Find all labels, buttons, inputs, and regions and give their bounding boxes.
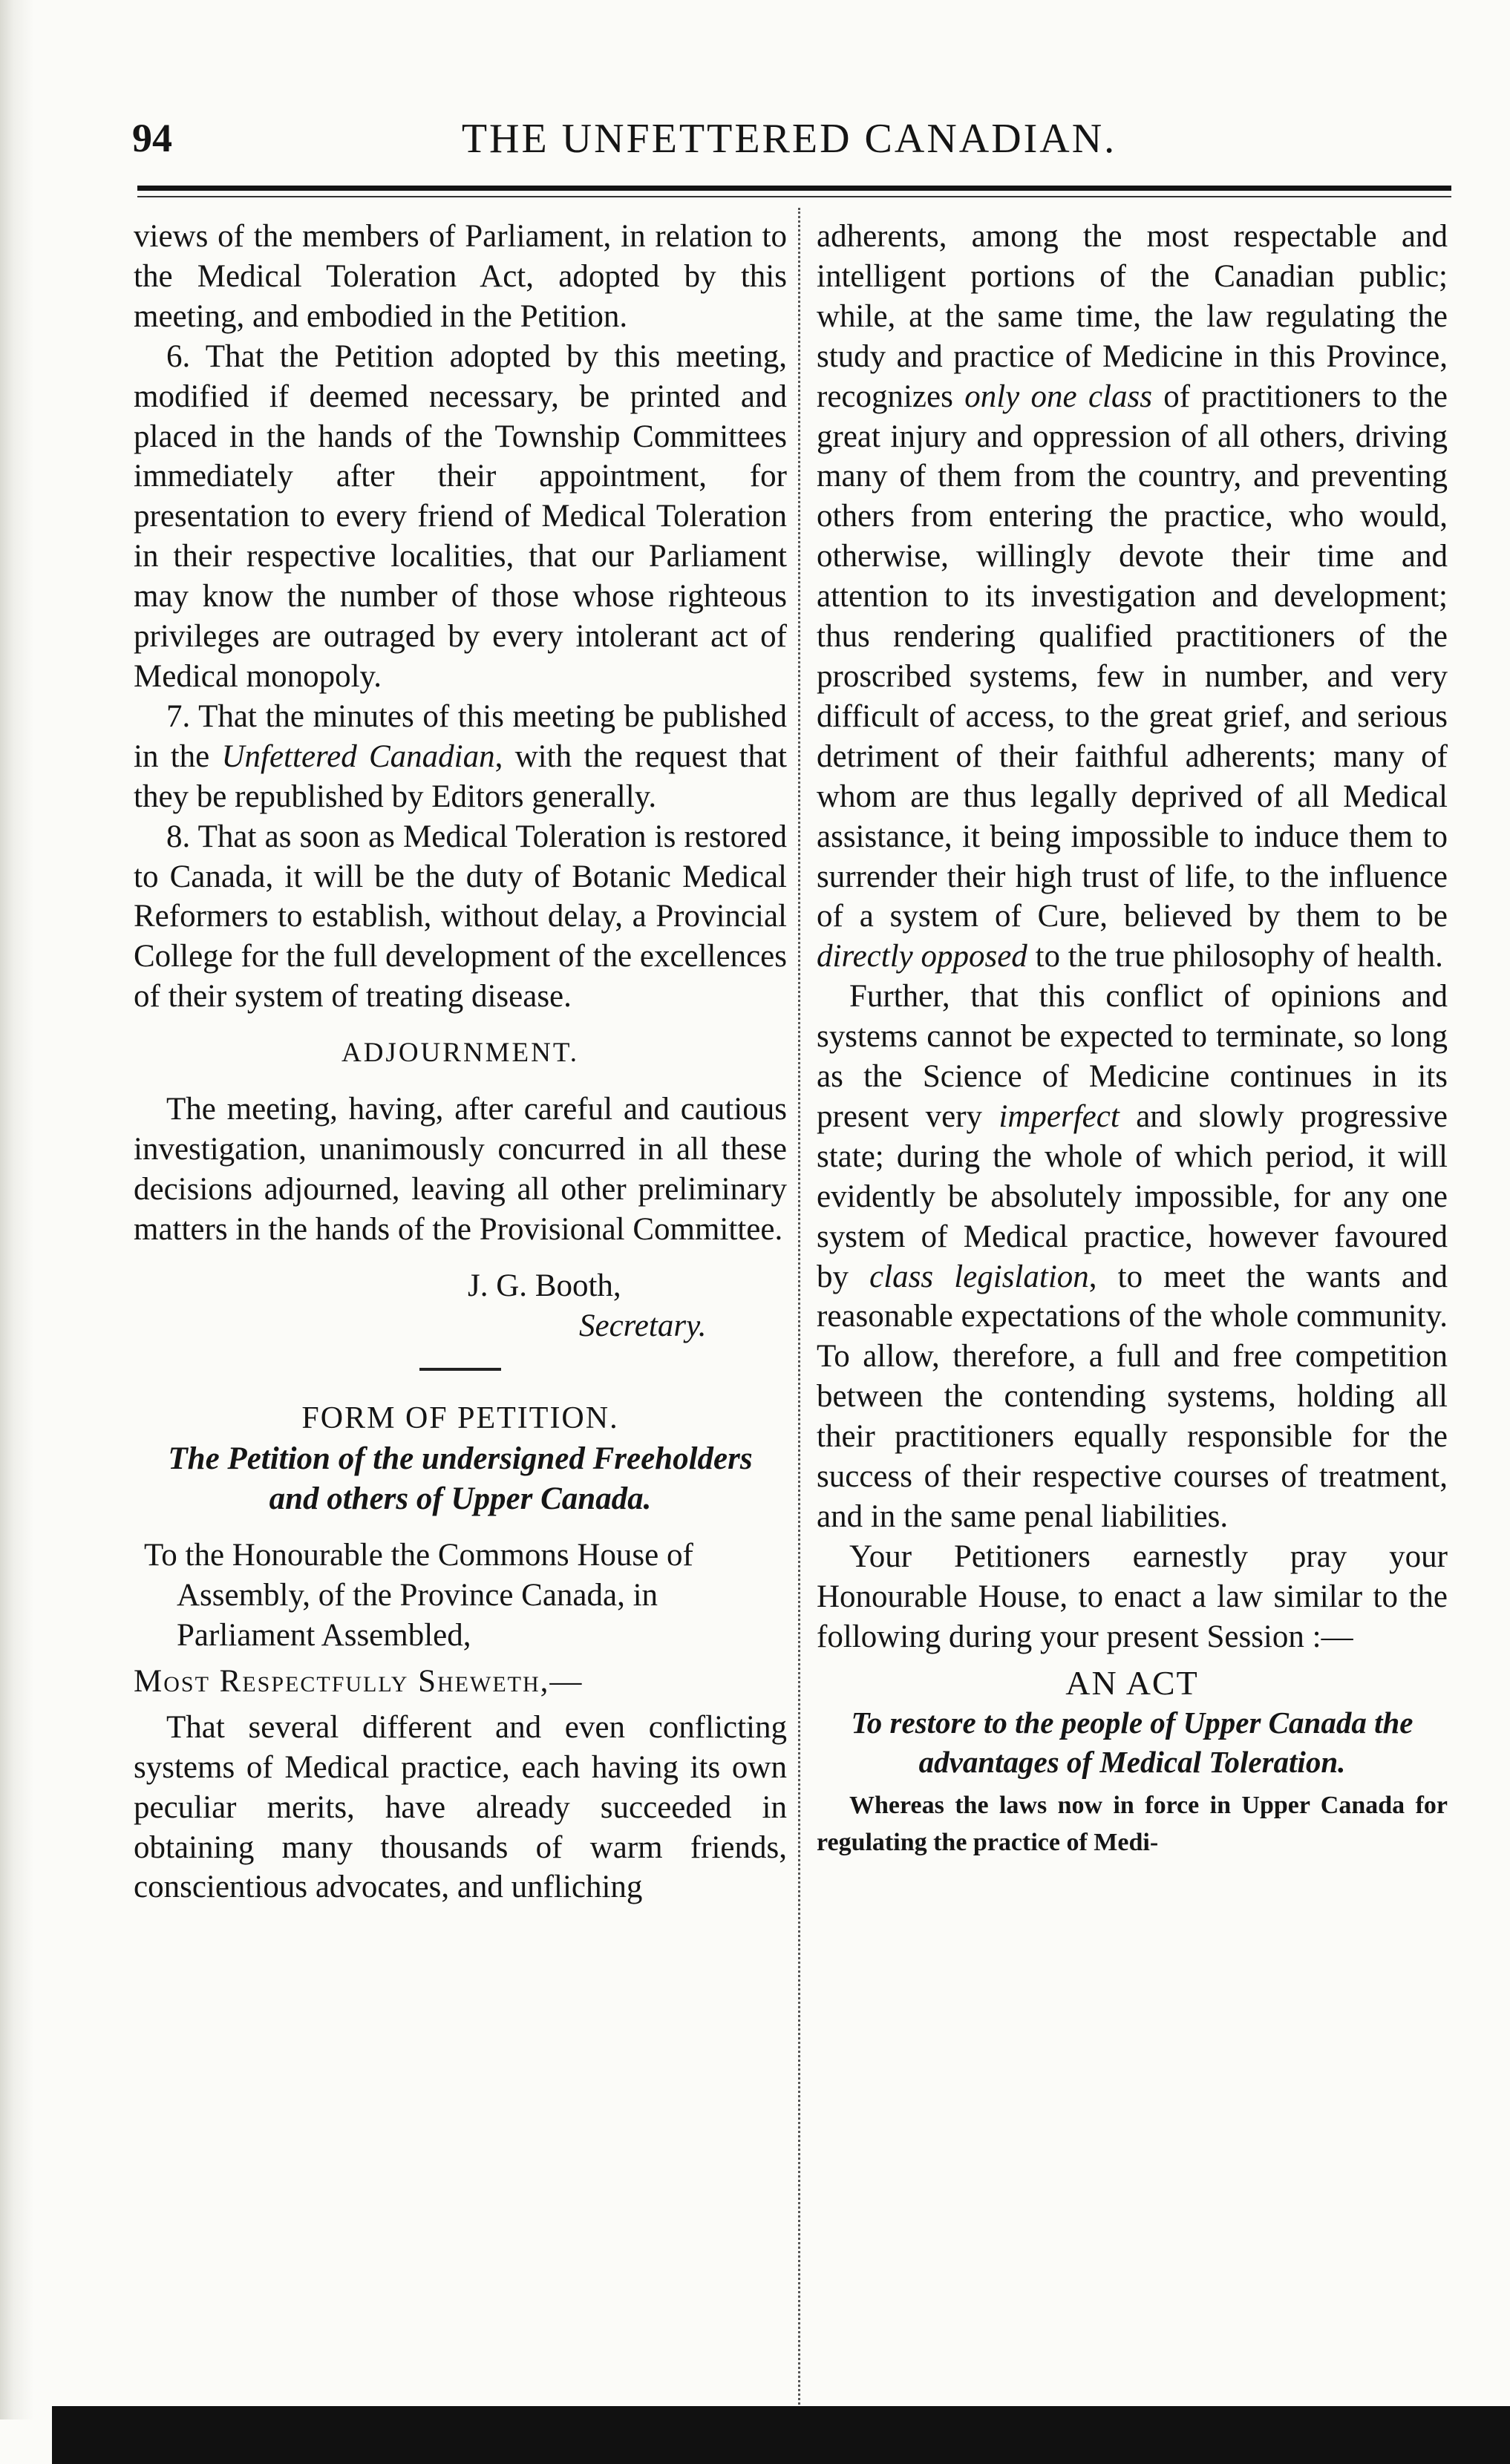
adjournment-heading: ADJOURNMENT.	[341, 1038, 579, 1069]
signature-name: J. G. Booth,	[468, 1268, 621, 1303]
page-number: 94	[132, 116, 172, 160]
paragraph: The meeting, having, after careful and cautious investigation, unanimously concurred in all these decisions adjourned, leaving all other preliminary matters in the hands of the Provisional Committee.	[134, 1092, 787, 1247]
emphasis: directly opposed	[817, 939, 1027, 974]
signature-title: Secretary.	[579, 1308, 707, 1343]
paragraph: That several different and even conflicting systems of Medical practice, each having its own peculiar merits, have already succeeded in obtaining many thousands of warm friends, conscientious advocates, and unfliching	[134, 1709, 787, 1905]
paragraph: 6. That the Petition adopted by this meeting, modified if deemed necessary, be printed and placed in the hands of the Township Committees immediately after their appointment, for presentation to every friend of Medical Toleration in their respective localities, that our Parliament may know the number of those whose righteous privileges are outraged by every intolerant act of Medical monopoly.	[134, 338, 787, 694]
text-run: to the true philosophy of health.	[1027, 939, 1443, 974]
text-run: Further, that this conflict of opinions and systems cannot be expected to terminate, so long as the Science of Medicine continues in its present very	[817, 979, 1448, 1134]
form-subtitle: The Petition of the undersigned Freeholders and others of Upper Canada.	[168, 1441, 753, 1517]
running-title: THE UNFETTERED CANADIAN.	[461, 116, 1117, 162]
whereas-clause: Whereas the laws now in force in Upper Canada for regulating the practice of Medi-	[817, 1792, 1448, 1857]
sheweth-line: Most Respectfully Sheweth,—	[134, 1663, 584, 1699]
section-rule	[419, 1368, 501, 1371]
page-edge-shadow	[0, 0, 34, 2464]
text-run: , with the request that they be republished by Editors generally.	[134, 738, 787, 814]
text-run: and slowly progressive state; during the whole of which period, it will evidently be absolutely impossible, for any one system of Medical practice, however favoured by	[817, 1098, 1448, 1294]
column-divider	[798, 208, 800, 2405]
page-bottom-edge	[52, 2406, 1510, 2464]
text-run: , to meet the wants and reasonable expectations of the whole community. To allow, therefore, a full and free competition between the contending systems, holding all their practitioners equally responsible for the success of their respective courses of treatment, and in the same penal liabilities.	[817, 1259, 1448, 1534]
act-heading: AN ACT	[1065, 1663, 1199, 1702]
form-heading: FORM OF PETITION.	[301, 1401, 619, 1436]
text-run: of practitioners to the great injury and oppression of all others, driving many of them from the country, and preventing others from entering the practice, who would, otherwise, willingly devote their time and attention to its investigation and development; thus rendering qualified practitioners of the proscribed systems, few in number, and very difficult of access, to the great grief, and serious detriment of their faithful adherents; many of whom are thus legally deprived of all Medical assistance, it being impossible to induce them to surrender their high trust of life, to the influence of a system of Cure, believed by them to be	[817, 379, 1448, 934]
paragraph: views of the members of Parliament, in relation to the Medical Toleration Act, adopted by this meeting, and embodied in the Petition.	[134, 219, 787, 334]
paragraph	[134, 697, 787, 817]
newspaper-name: Unfettered Canadian	[221, 738, 495, 774]
paragraph: Your Petitioners earnestly pray your Honourable House, to enact a law similar to the following during your present Session :—	[817, 1539, 1448, 1654]
right-column	[817, 217, 1448, 1861]
text-run: adherents, among the most respectable and intelligent portions of the Canadian public; while, at the same time, the law regulating the study and practice of Medicine in this Province, recognizes	[817, 219, 1448, 414]
emphasis: class legislation	[869, 1259, 1089, 1294]
paragraph	[817, 217, 1448, 977]
header-rule-thin	[137, 196, 1451, 197]
paragraph: 8. That as soon as Medical Toleration is restored to Canada, it will be the duty of Botanic Medical Reformers to establish, without delay, a Provincial College for the full development of the excellences of their system of treating disease.	[134, 819, 787, 1015]
address-block: To the Honourable the Commons House of Assembly, of the Province Canada, in Parliament Assembled,	[144, 1538, 693, 1653]
act-subtitle: To restore to the people of Upper Canada the advantages of Medical Toleration.	[851, 1705, 1413, 1780]
header-rule	[137, 186, 1451, 191]
paragraph	[817, 977, 1448, 1537]
emphasis: only one class	[964, 379, 1152, 414]
left-column	[134, 217, 787, 1907]
page-header	[132, 115, 1446, 167]
text-run: 7. That the minutes of this meeting be published in the	[134, 698, 787, 774]
emphasis: imperfect	[999, 1098, 1120, 1134]
